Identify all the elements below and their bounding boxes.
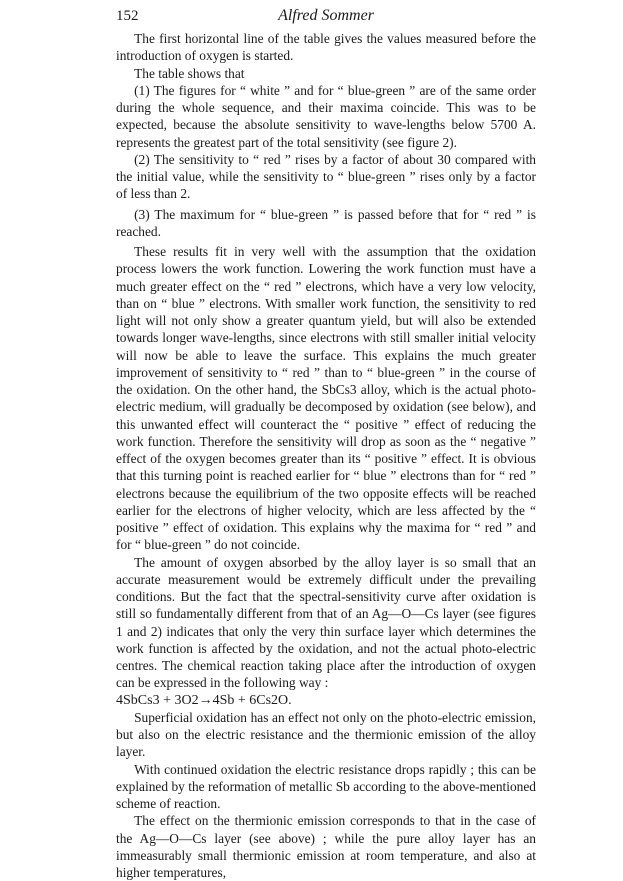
paragraph: These results fit in very well with the assumption that the oxidation process lowers the work function. Lowering the work function must have a much greater effect on the “ red ” electrons, which have a very low velocity, than on “ blue ” electrons. With smaller work function, the sensitivity to red light will not only show a greater quantum yield, but will also be extended towards longer wave-lengths, since electrons with still smaller initial velocity will now be able to leave the surface. This explains the much greater improvement of sensitivity to “ red ” than to “ blue-green ” in the course of the oxidation. On the other hand, the SbCs3 alloy, which is the actual photo-electric medium, will gradually be decomposed by oxidation (see below), and this unwanted effect will counteract the “ positive ” effect of reducing the work function. Therefore the sensitivity will drop as soon as the “ negative ” effect of the oxygen becomes greater than its “ positive ” effect. It is obvious that this turning point is reached earlier for “ blue ” electrons than for “ red ” electrons because the equilibrium of the two opposite effects will be reached earlier for the electrons of higher velocity, which are less affected by the “ positive ” effect of oxidation. This explains why the maxima for “ red ” and for “ blue-green ” do not coincide. [116, 244, 536, 553]
paragraph: With continued oxidation the electric resistance drops rapidly ; this can be explained by the reformation of metallic Sb according to the above-mentioned scheme of reaction. [116, 761, 536, 811]
paragraph: The first horizontal line of the table gives the values measured before the introduction of oxygen is started. [116, 31, 536, 64]
paragraph: The amount of oxygen absorbed by the alloy layer is so small that an accurate measurement would be extremely difficult under the prevailing conditions. But the fact that the spectral-sensitivity curve after oxidation is still so fundamentally different from that of an Ag—O—Cs layer (see figures 1 and 2) indicates that only the very thin surface layer which determines the work function is affected by the oxidation, and not the actual photo-electric centres. The chemical reaction taking place after the introduction of oxygen can be expressed in the following way : [116, 554, 536, 691]
list-item: (2) The sensitivity to “ red ” rises by a factor of about 30 compared with the initial value, while the sensitivity to “ blue-green ” rises only by a factor of less than 2. [116, 151, 536, 202]
list-item: (3) The maximum for “ blue-green ” is passed before that for “ red ” is reached. [116, 206, 536, 239]
page-header [116, 4, 536, 28]
running-title: Alfred Sommer [278, 7, 374, 24]
paragraph: The table shows that [134, 65, 245, 81]
chemical-equation: 4SbCs3 + 3O2→4Sb + 6Cs2O. [116, 692, 292, 708]
list-item: (1) The figures for “ white ” and for “ blue-green ” are of the same order during the whole sequence, and their maxima coincide. This was to be expected, because the absolute sensitivity to wave-lengths below 5700 A. represents the greatest part of the total sensitivity (see figure 2). [116, 82, 536, 150]
paragraph: Superficial oxidation has an effect not only on the photo-electric emission, but also on the electric resistance and the thermionic emission of the alloy layer. [116, 709, 536, 760]
body-text [116, 30, 536, 881]
paragraph: The effect on the thermionic emission corresponds to that in the case of the Ag—O—Cs layer (see above) ; while the pure alloy layer has an immeasurably small thermionic emission at room temperature, and also at higher temperatures, [116, 813, 536, 880]
page-number: 152 [116, 8, 139, 24]
